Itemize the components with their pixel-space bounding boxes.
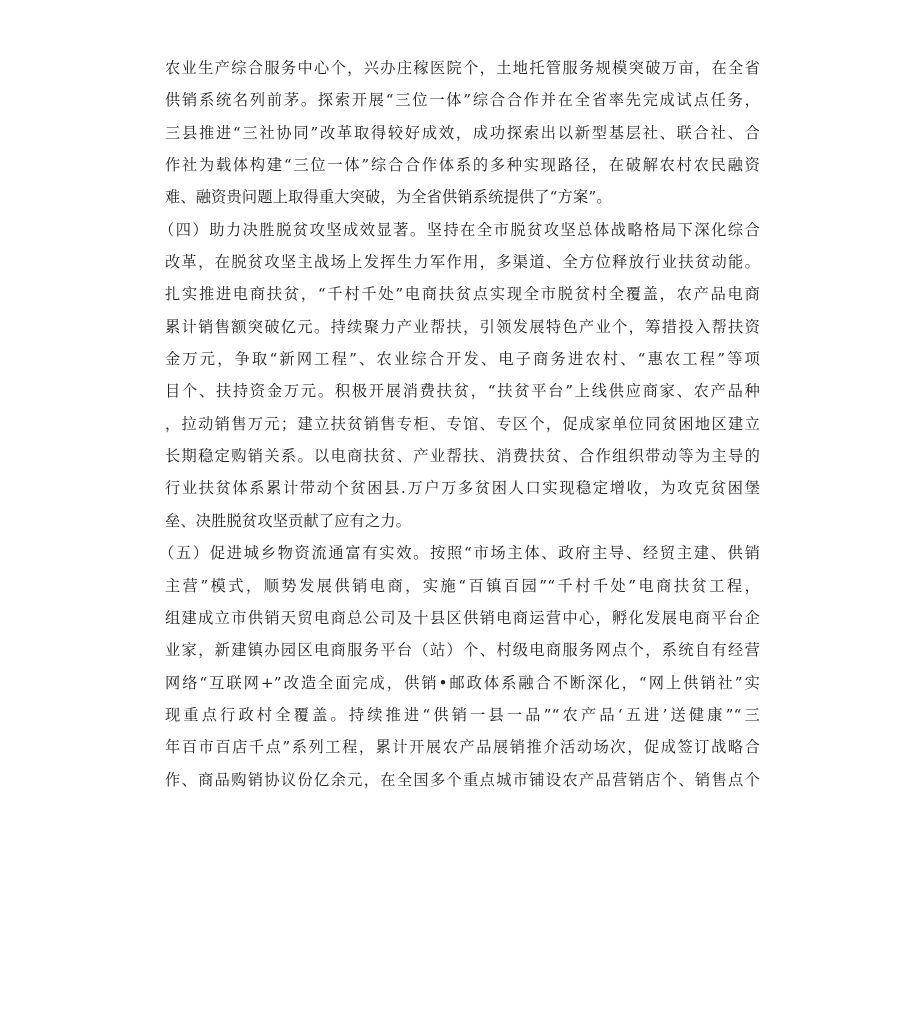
text-line: 扎实推进电商扶贫，“千村千处”电商扶贫点实现全市脱贫村全覆盖，农产品电商 — [165, 285, 760, 304]
text-line: 组建成立市供销天贸电商总公司及十县区供销电商运营中心，孵化发展电商平台企 — [165, 608, 760, 627]
text-line: 现重点行政村全覆盖。持续推进“供销一县一品”“农产品‘五进’送健康”“三 — [165, 705, 760, 724]
text-line: 改革，在脱贫攻坚主战场上发挥生力军作用，多渠道、全方位释放行业扶贫动能。 — [165, 253, 760, 272]
text-line: 累计销售额突破亿元。持续聚力产业帮扶，引领发展特色产业个，筹措投入帮扶资 — [165, 317, 760, 336]
text-line: 农业生产综合服务中心个，兴办庄稼医院个，土地托管服务规模突破万亩，在全省 — [165, 59, 760, 77]
section-heading-line: （五）促进城乡物资流通富有实效。按照“市场主体、政府主导、经贸主建、供销 — [159, 544, 760, 563]
text-line: 主营”模式，顺势发展供销电商，实施“百镇百园”“千村千处”电商扶贫工程， — [165, 576, 760, 595]
text-line: ，拉动销售万元；建立扶贫销售专柜、专馆、专区个，促成家单位同贫困地区建立 — [165, 414, 760, 433]
text-line: 供销系统名列前茅。探索开展“三位一体”综合合作并在全省率先完成试点任务， — [165, 91, 760, 110]
text-line: 金万元，争取“新网工程”、农业综合开发、电子商务进农村、“惠农工程”等项 — [165, 350, 760, 369]
text-line: 难、融资贵问题上取得重大突破，为全省供销系统提供了“方案”。 — [165, 188, 612, 207]
text-line: 长期稳定购销关系。以电商扶贫、产业帮扶、消费扶贫、合作组织带动等为主导的 — [165, 447, 760, 466]
text-line: 业家，新建镇办园区电商服务平台（站）个、村级电商服务网点个，系统自有经营 — [165, 641, 760, 660]
text-line: 垒、决胜脱贫攻坚贡献了应有之力。 — [165, 511, 412, 530]
text-line: 年百市百店千点”系列工程，累计开展农产品展销推介活动场次，促成签订战略合 — [165, 738, 760, 757]
text-line: 目个、扶持资金万元。积极开展消费扶贫，“扶贫平台”上线供应商家、农产品种 — [165, 382, 760, 401]
text-line: 行业扶贫体系累计带动个贫困县.万户万多贫困人口实现稳定增收，为攻克贫困堡 — [165, 479, 760, 498]
text-line: 三县推进“三社协同”改革取得较好成效，成功探索出以新型基层社、联合社、合 — [165, 123, 760, 142]
body-text — [159, 52, 760, 796]
text-line: 作社为载体构建“三位一体”综合合作体系的多种实现路径，在破解农村农民融资 — [165, 156, 760, 175]
text-line: 作、商品购销协议份亿余元，在全国多个重点城市铺设农产品营销店个、销售点个 — [165, 770, 760, 789]
section-heading-line: （四）助力决胜脱贫攻坚成效显著。坚持在全市脱贫攻坚总体战略格局下深化综合 — [159, 220, 760, 239]
text-line: 网络“互联网+”改造全面完成，供销•邮政体系融合不断深化，“网上供销社”实 — [165, 673, 760, 692]
